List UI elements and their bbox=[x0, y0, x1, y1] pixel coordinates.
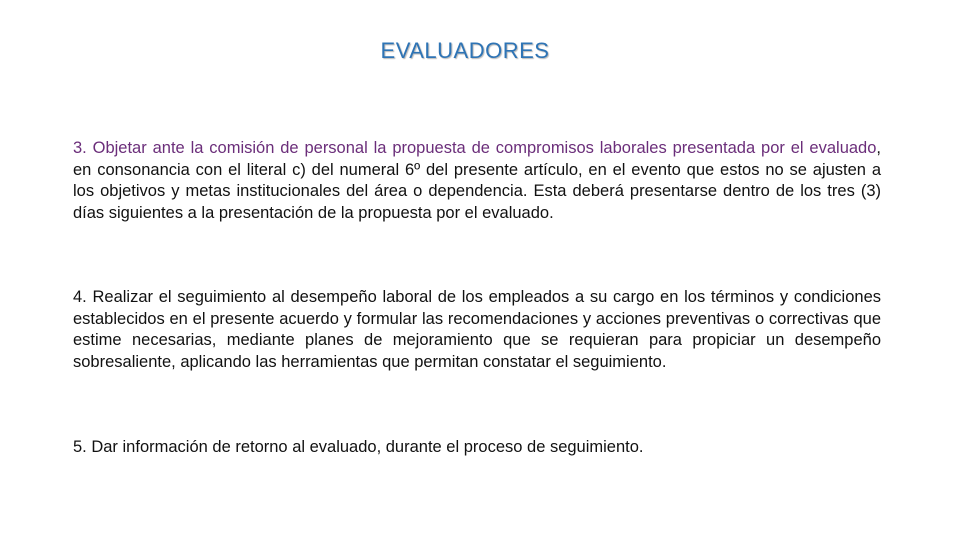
paragraph-item-4: 4. Realizar el seguimiento al desempeño laboral de los empleados a su cargo en los términos y condiciones establecidos en el presente acuerdo y formular las recomendaciones y acciones preventivas o correctivas que estime necesarias, mediante planes de mejoramiento que se requieran para propiciar un desempeño sobresaliente, aplicando las herramientas que permitan constatar el seguimiento. bbox=[73, 288, 881, 371]
item-3-body-text: , en consonancia con el literal c) del numeral 6º del presente artículo, en el evento que estos no se ajusten a los objetivos y metas institucionales del área o dependencia. Esta deberá presentarse dentro de los tres (3) días siguientes a la presentación de la propuesta por el evaluado. bbox=[73, 139, 881, 222]
paragraph-item-3 bbox=[73, 138, 881, 224]
item-3-highlighted-text: 3. Objetar ante la comisión de personal la propuesta de compromisos laborales presentada por el evaluado bbox=[73, 139, 877, 157]
slide-title: EVALUADORES bbox=[380, 38, 550, 63]
paragraph-item-5: 5. Dar información de retorno al evaluado, durante el proceso de seguimiento. bbox=[73, 438, 644, 456]
